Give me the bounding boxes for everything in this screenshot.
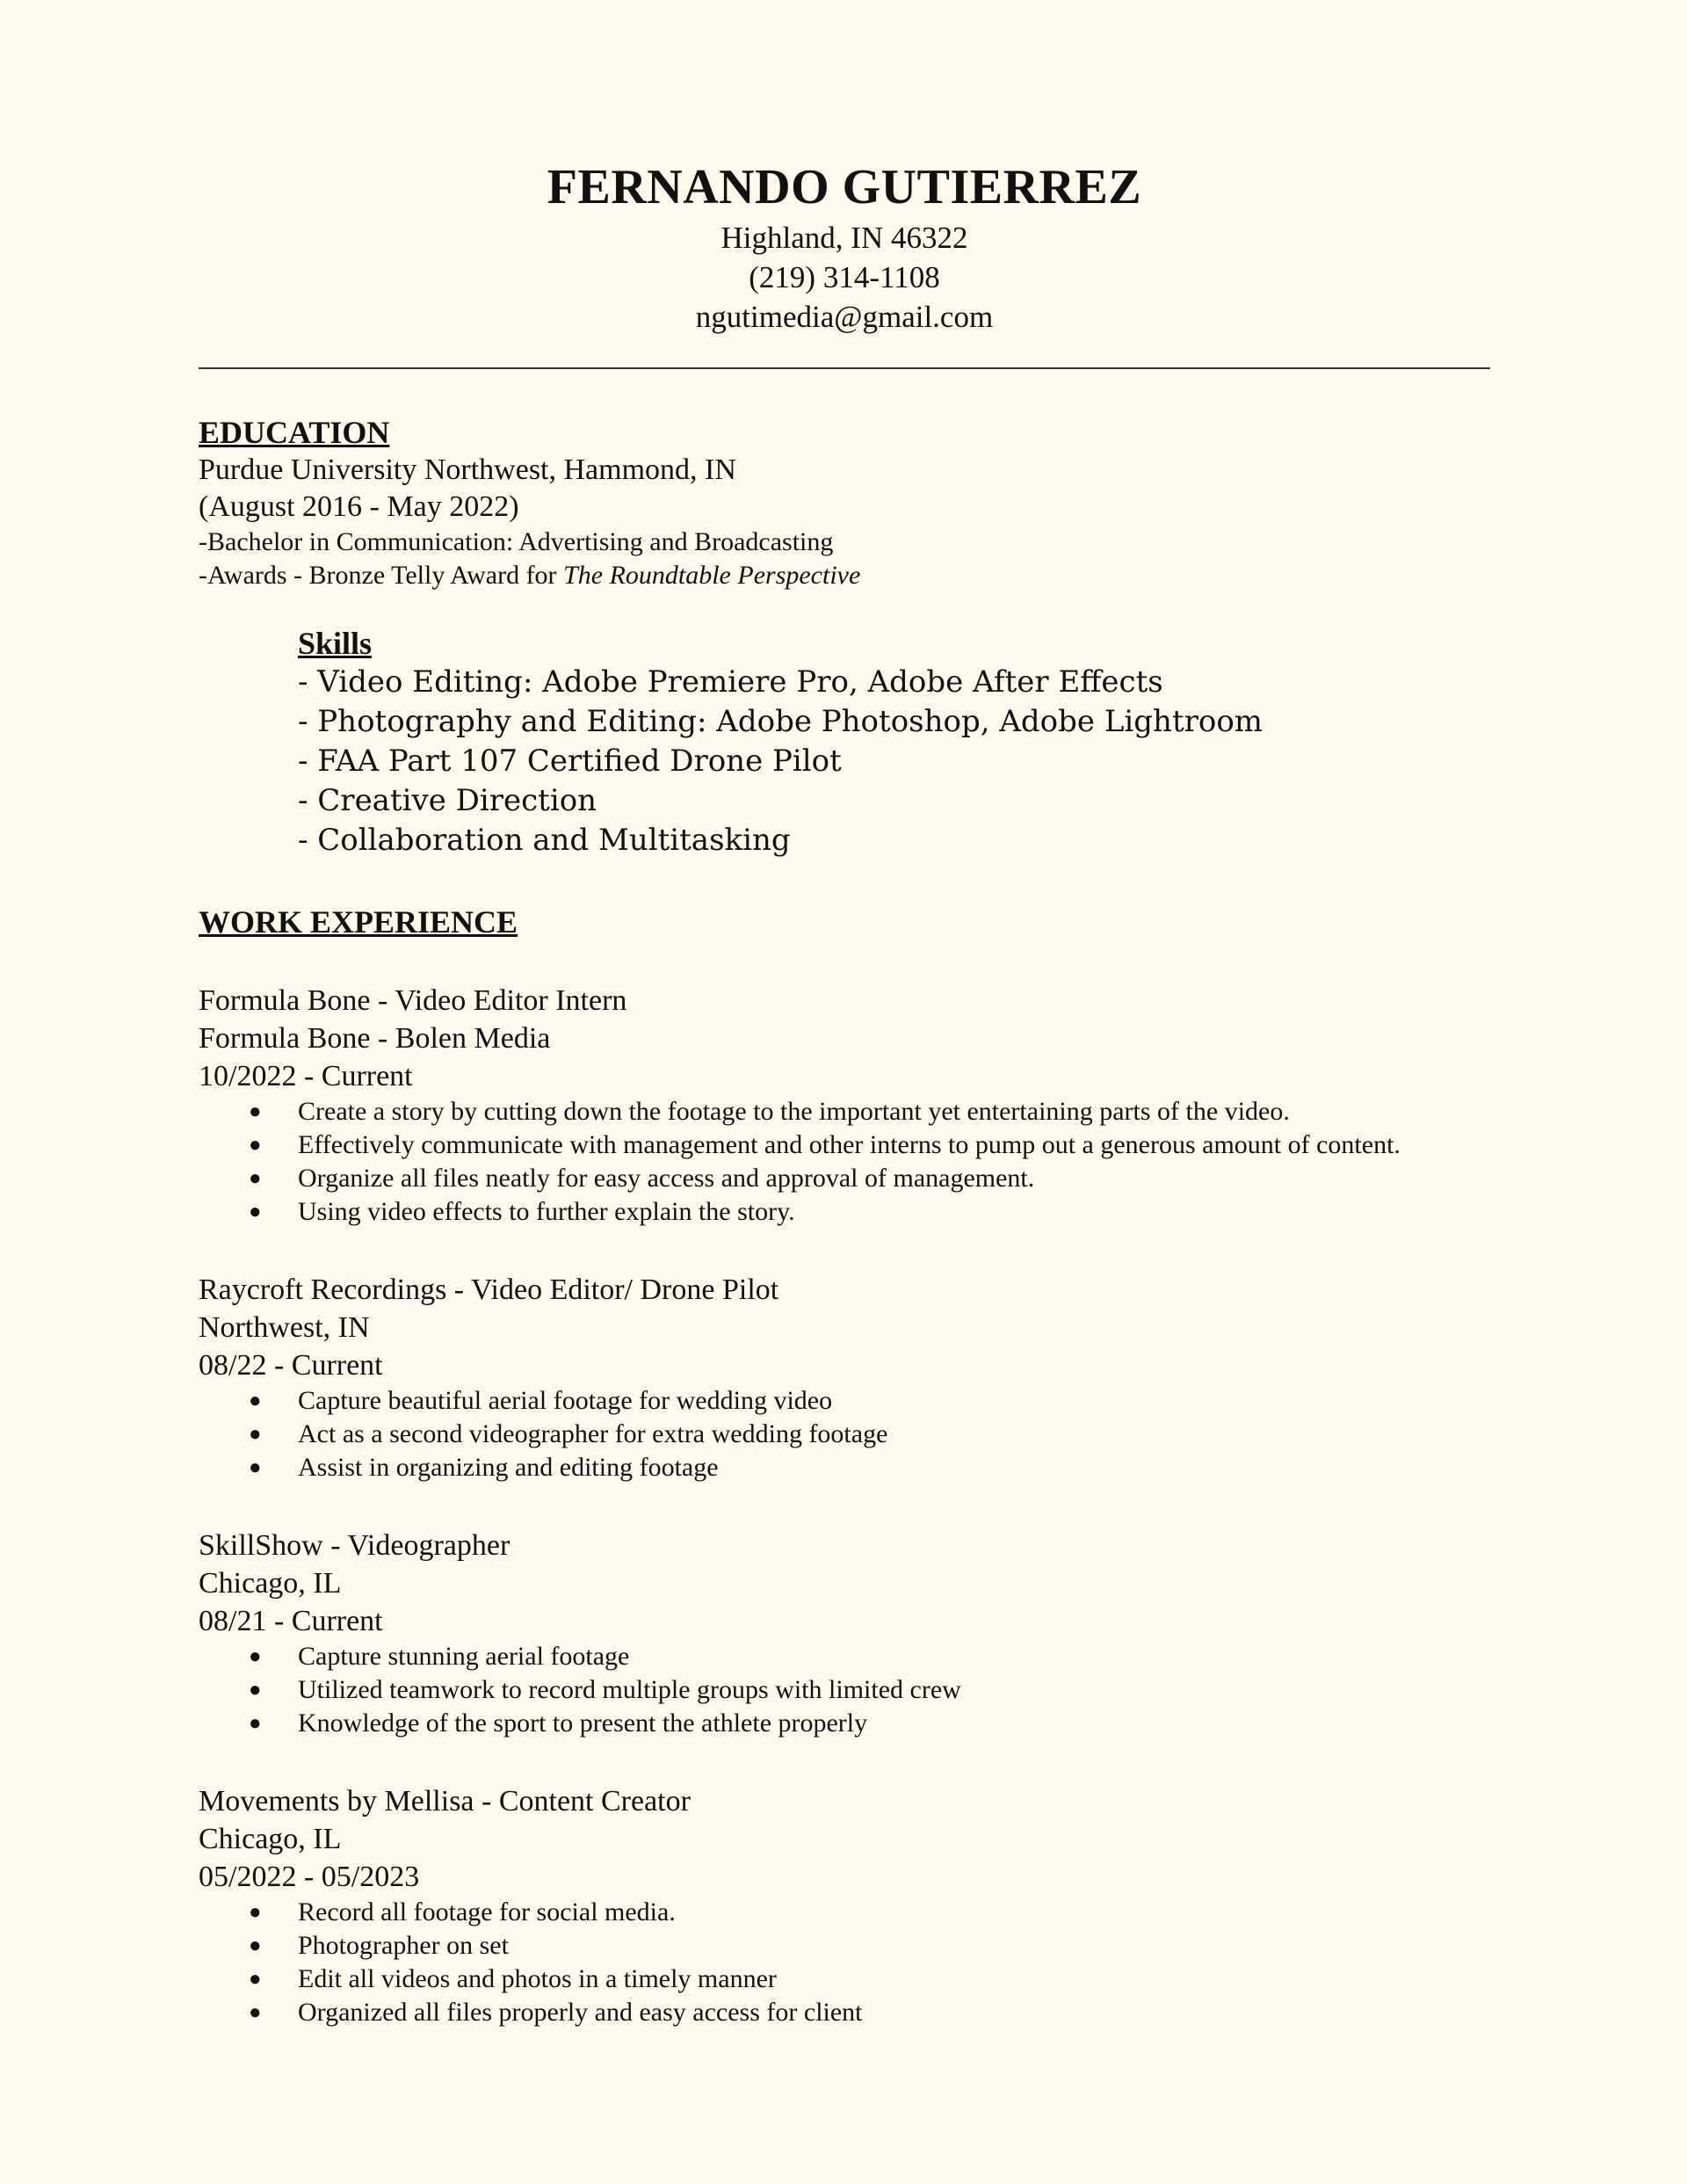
education-dates: (August 2016 - May 2022) [199, 490, 519, 523]
candidate-name: FERNANDO GUTIERREZ [547, 160, 1142, 214]
job-entry [199, 1271, 1490, 1484]
email-address: ngutimedia@gmail.com [695, 300, 994, 334]
job-title: SkillShow - Videographer [199, 1529, 510, 1562]
job-bullet-text: Using video effects to further explain the story. [298, 1197, 795, 1226]
phone-number: (219) 314-1108 [749, 260, 940, 294]
job-bullet [199, 1384, 1490, 1418]
job-bullet-text: Capture stunning aerial footage [298, 1642, 630, 1671]
job-bullet [199, 1707, 1490, 1740]
bullet-icon: ● [249, 1934, 262, 1957]
bullet-icon: ● [249, 1712, 262, 1735]
job-bullet [199, 1929, 1490, 1963]
degree: -Bachelor in Communication: Advertising and Broadcasting [199, 527, 834, 556]
job-bullet-text: Capture beautiful aerial footage for wedding video [298, 1386, 833, 1415]
job-entry [199, 1782, 1490, 2029]
skills-section [298, 624, 1490, 860]
address: Highland, IN 46322 [720, 221, 968, 255]
education-section [199, 413, 1490, 592]
skills-heading: Skills [298, 626, 373, 661]
work-experience-heading: WORK EXPERIENCE [199, 904, 518, 940]
bullet-icon: ● [249, 1100, 262, 1123]
job-title: Movements by Mellisa - Content Creator [199, 1785, 691, 1818]
skill-item: - Photography and Editing: Adobe Photoshop, Adobe Lightroom [298, 704, 1263, 739]
job-bullet [199, 1195, 1490, 1229]
job-location: Formula Bone - Bolen Media [199, 1022, 551, 1055]
skill-item: - FAA Part 107 Certified Drone Pilot [298, 744, 842, 779]
work-experience-section [199, 903, 1490, 2029]
awards-prefix: -Awards - Bronze Telly Award for [199, 561, 564, 590]
bullet-icon: ● [249, 1134, 262, 1157]
job-bullet [199, 1418, 1490, 1451]
job-dates: 08/21 - Current [199, 1605, 383, 1637]
job-bullet [199, 1996, 1490, 2029]
resume-header [199, 0, 1490, 337]
job-bullets [199, 1095, 1490, 1229]
job-bullet-text: Organize all files neatly for easy access and approval of management. [298, 1164, 1035, 1193]
job-entry [199, 1527, 1490, 1740]
bullet-icon: ● [249, 1901, 262, 1924]
bullet-icon: ● [249, 2001, 262, 2024]
job-dates: 08/22 - Current [199, 1349, 383, 1382]
job-bullet-text: Organized all files properly and easy access for client [298, 1998, 863, 2027]
job-bullet-text: Record all footage for social media. [298, 1897, 676, 1926]
job-bullet [199, 1095, 1490, 1128]
job-entry [199, 982, 1490, 1229]
resume-page [199, 0, 1490, 2029]
job-bullet-text: Effectively communicate with management and other interns to pump out a generous amount of content. [298, 1130, 1401, 1159]
job-bullet-text: Knowledge of the sport to present the athlete properly [298, 1709, 868, 1738]
job-bullet [199, 1640, 1490, 1673]
awards-work-title: The Roundtable Perspective [563, 561, 861, 590]
job-bullet [199, 1128, 1490, 1162]
bullet-icon: ● [249, 1968, 262, 1991]
skill-item: - Collaboration and Multitasking [298, 823, 791, 858]
bullet-icon: ● [249, 1679, 262, 1701]
school-name: Purdue University Northwest, Hammond, IN [199, 453, 736, 486]
job-bullet [199, 1451, 1490, 1484]
job-title: Raycroft Recordings - Video Editor/ Drone Pilot [199, 1273, 779, 1306]
bullet-icon: ● [249, 1201, 262, 1223]
job-bullet [199, 1963, 1490, 1996]
bullet-icon: ● [249, 1645, 262, 1668]
job-bullet-text: Create a story by cutting down the footage to the important yet entertaining parts of the video. [298, 1097, 1290, 1126]
job-bullet [199, 1896, 1490, 1929]
job-bullet-text: Edit all videos and photos in a timely manner [298, 1964, 777, 1993]
skill-item: - Creative Direction [298, 783, 597, 818]
bullet-icon: ● [249, 1456, 262, 1479]
job-bullet [199, 1162, 1490, 1195]
job-dates: 05/2022 - 05/2023 [199, 1861, 420, 1893]
job-bullets [199, 1384, 1490, 1484]
job-bullets [199, 1896, 1490, 2029]
job-location: Chicago, IL [199, 1823, 342, 1855]
job-bullet [199, 1673, 1490, 1707]
job-bullet-text: Photographer on set [298, 1931, 509, 1960]
awards [199, 559, 1490, 592]
job-bullet-text: Assist in organizing and editing footage [298, 1453, 719, 1482]
skill-item: - Video Editing: Adobe Premiere Pro, Adobe After Effects [298, 664, 1163, 700]
job-location: Northwest, IN [199, 1311, 370, 1344]
job-bullets [199, 1640, 1490, 1740]
bullet-icon: ● [249, 1167, 262, 1190]
job-bullet-text: Act as a second videographer for extra wedding footage [298, 1419, 888, 1448]
bullet-icon: ● [249, 1423, 262, 1446]
job-bullet-text: Utilized teamwork to record multiple groups with limited crew [298, 1675, 961, 1704]
header-divider [199, 367, 1490, 369]
job-dates: 10/2022 - Current [199, 1060, 413, 1092]
bullet-icon: ● [249, 1389, 262, 1412]
education-heading: EDUCATION [199, 415, 390, 450]
job-title: Formula Bone - Video Editor Intern [199, 984, 627, 1017]
job-location: Chicago, IL [199, 1567, 342, 1600]
